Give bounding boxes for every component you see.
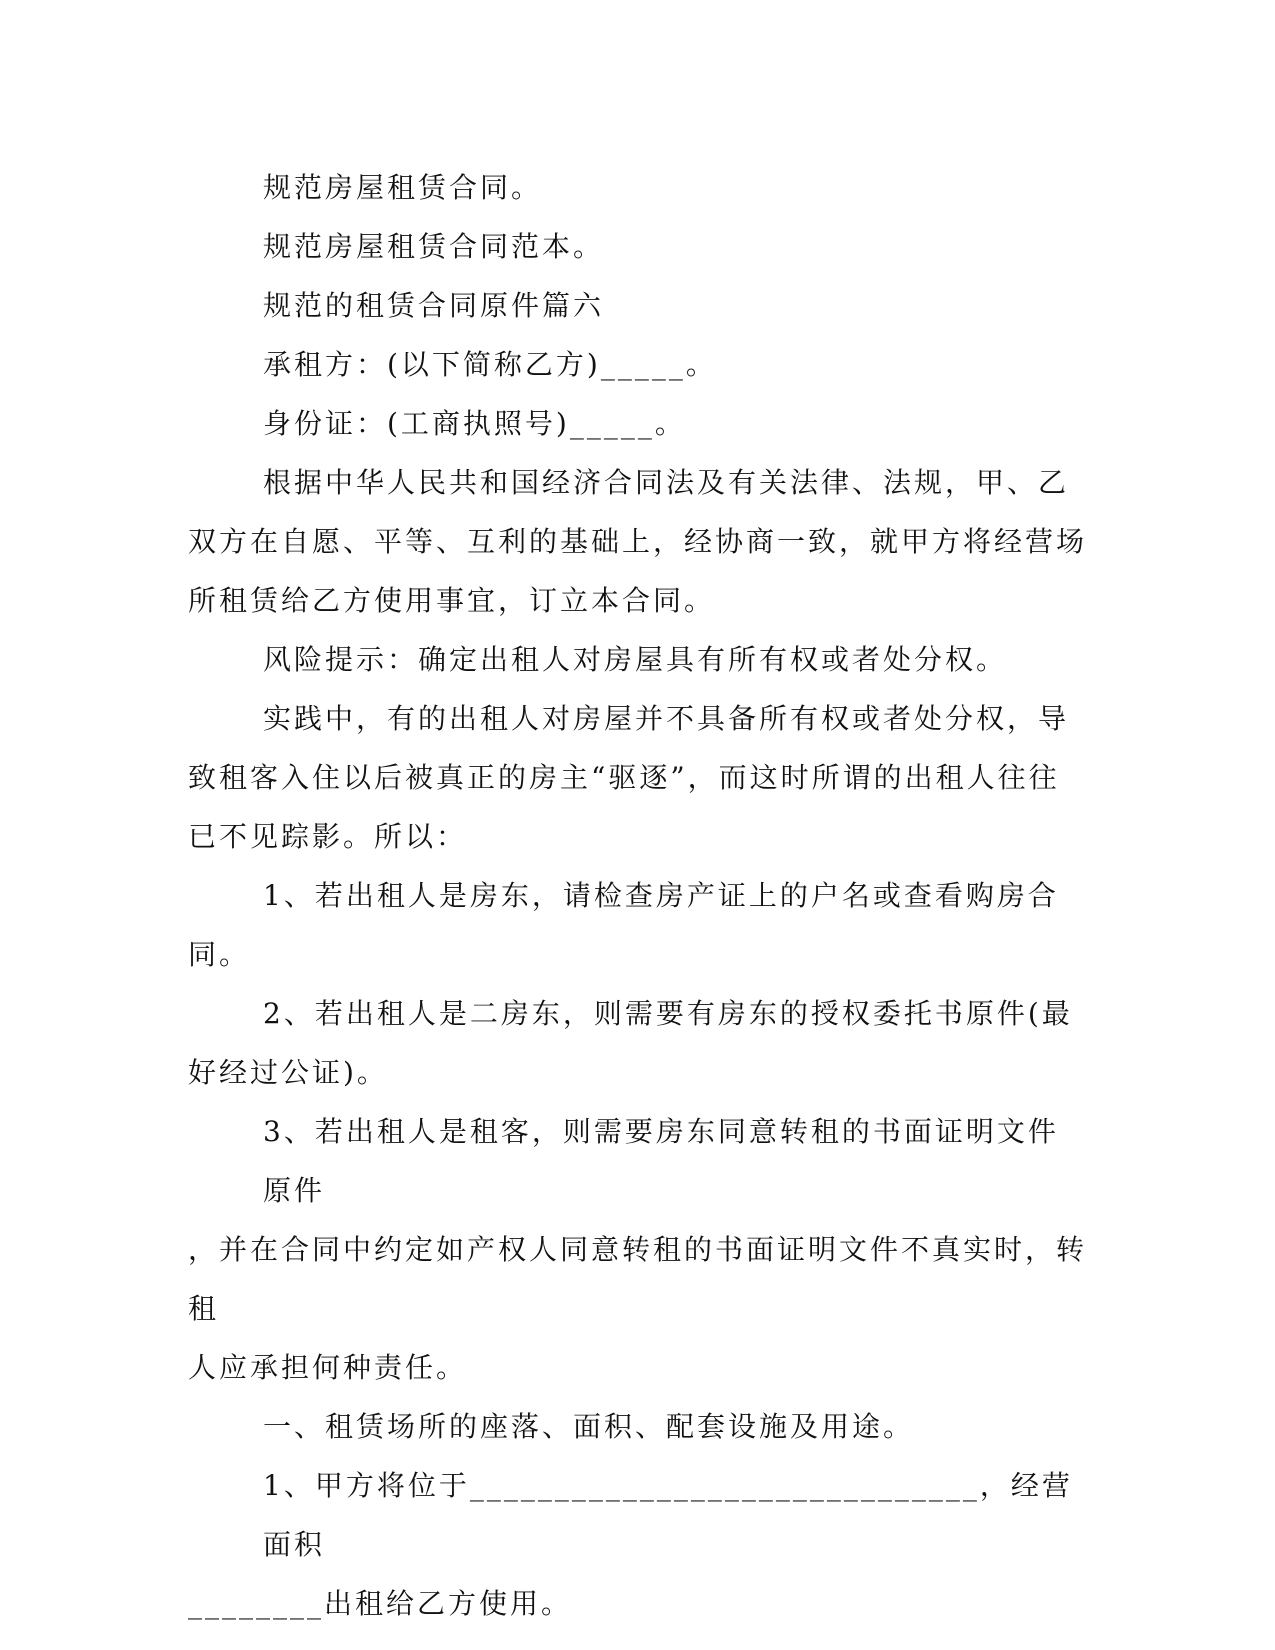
paragraph-item-3-line-2: ，并在合同中约定如产权人同意转租的书面证明文件不真实时，转租 <box>188 1233 1088 1325</box>
paragraph-item-3-line-3: 人应承担何种责任。 <box>188 1351 468 1384</box>
section-one-heading: 一、租赁场所的座落、面积、配套设施及用途。 <box>263 1410 915 1443</box>
paragraph-legal-basis: 根据中华人民共和国经济合同法及有关法律、法规，甲、乙双方在自愿、平等、互利的基础上，经协商一致，就甲方将经营场所租赁给乙方使用事宜，订立本合同。 <box>188 466 1088 617</box>
document-body <box>188 158 1088 1633</box>
paragraph-section-heading: 规范的租赁合同原件篇六 <box>263 289 605 322</box>
paragraph-title-1: 规范房屋租赁合同。 <box>263 171 543 204</box>
paragraph-title-2: 规范房屋租赁合同范本。 <box>263 230 605 263</box>
paragraph-risk-notice: 风险提示：确定出租人对房屋具有所有权或者处分权。 <box>263 643 1008 676</box>
clause-1-line-2: ________出租给乙方使用。 <box>188 1587 573 1620</box>
paragraph-item-2: 2、若出租人是二房东，则需要有房东的授权委托书原件(最好经过公证)。 <box>188 997 1073 1089</box>
paragraph-practice: 实践中，有的出租人对房屋并不具备所有权或者处分权，导致租客入住以后被真正的房主“驱逐”，而这时所谓的出租人往往已不见踪影。所以： <box>188 702 1070 853</box>
paragraph-item-3-line-1: 3、若出租人是租客，则需要房东同意转租的书面证明文件原件 <box>263 1115 1059 1207</box>
paragraph-item-3 <box>188 1102 1088 1397</box>
paragraph-item-1: 1、若出租人是房东，请检查房产证上的户名或查看购房合同。 <box>188 879 1059 971</box>
clause-1-line-1: 1、甲方将位于______________________________，经营面积 <box>263 1469 1073 1561</box>
paragraph-id-number: 身份证：(工商执照号)_____。 <box>263 407 686 440</box>
paragraph-lessee: 承租方：(以下简称乙方)_____。 <box>263 348 717 381</box>
clause-1 <box>188 1456 1088 1633</box>
